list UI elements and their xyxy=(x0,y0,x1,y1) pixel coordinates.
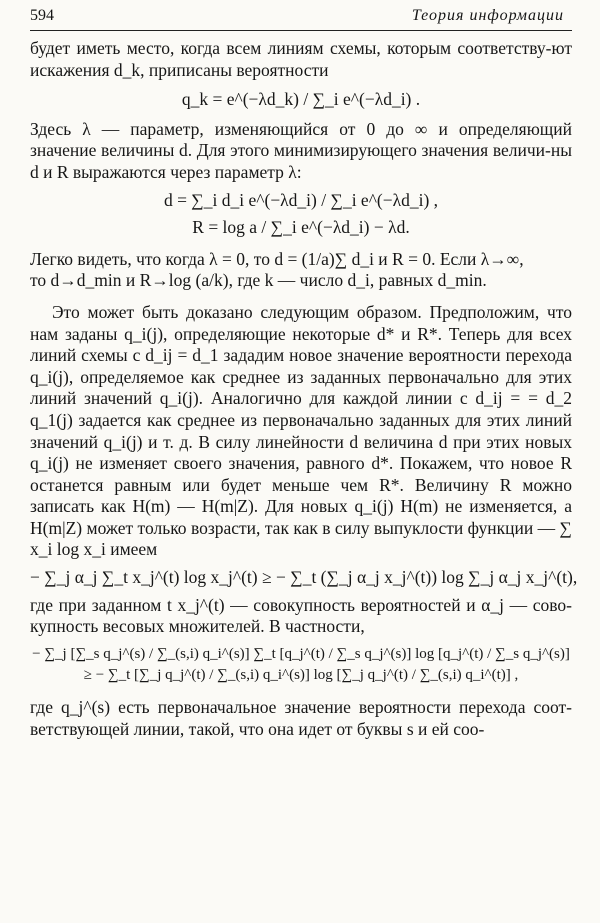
running-header xyxy=(30,4,572,31)
equation-3: R = log a / ∑_i e^(−λd_i) − λd. xyxy=(192,217,410,238)
paragraph-1: будет иметь место, когда всем линиям схемы, которым соответству-ют искажения d_k, приписаны вероятности xyxy=(30,38,572,80)
equation-4: − ∑_j α_j ∑_t x_j^(t) log x_j^(t) ≥ − ∑_t (∑_j α_j x_j^(t)) log ∑_j α_j x_j^(t), xyxy=(30,567,578,588)
equation-2: d = ∑_i d_i e^(−λd_i) / ∑_i e^(−λd_i) , xyxy=(163,189,439,210)
equation-1: q_k = e^(−λd_k) / ∑_i e^(−λd_i) . xyxy=(181,89,421,110)
running-title: Теория информации xyxy=(411,7,564,24)
paragraph-2: Здесь λ — параметр, изменяющийся от 0 до ∞ и определяющий значение величины d. Для этого минимизирующего значения величи-ны d и R выражаются через параметр λ: xyxy=(30,118,572,182)
paragraph-4: то d→d_min и R→log (a/k), где k — число d_i, равных d_min. xyxy=(30,270,487,291)
paragraph-6: где при заданном t x_j^(t) — совокупность вероятностей и α_j — сово-купность весовых множителей. В частности, xyxy=(30,594,572,637)
equation-5: − ∑_j [∑_s q_j^(s) / ∑_(s,i) q_i^(s)] ∑_t [q_j^(t) / ∑_s q_j^(s)] log [q_j^(t) / ∑_s q_j^(s)] ≥ − ∑_t [∑_j q_j^(t) / ∑_(s,i) q_i^(s)] log [∑_j q_j^(t) / ∑_(s,i) q_i^(t)] , xyxy=(32,645,570,684)
paragraph-7: где q_j^(s) есть первоначальное значение вероятности перехода соот-ветствующей линии, такой, что она идет от буквы s и ей соо- xyxy=(30,697,572,739)
paragraph-5: Это может быть доказано следующим образом. Предположим, что нам заданы q_i(j), определяющие некоторые d* и R*. Теперь для всех линий схемы с d_ij = d_1 зададим новое значение вероятности перехода q_i(j), определяемое как среднее из заданных первоначально для этих линий значений q_i(j). Аналогично для каждой линии с d_ij = = d_2 q_1(j) задается как среднее из первоначально заданных для этих линий значений q_i(j) и т. д. В силу линейности d величина d при этих новых q_i(j) не изменяет своего значения, равного d*. Покажем, что новое R останется равным или будет меньше чем R*. Величину R можно записать как H(m) — H(m|Z). Для новых q_i(j) H(m) не изменяется, а H(m|Z) может только возрасти, так как в силу выпуклости функции — ∑ x_i log x_i имеем xyxy=(30,301,572,560)
paragraph-3: Легко видеть, что когда λ = 0, то d = (1/a)∑ d_i и R = 0. Если λ→∞, xyxy=(30,248,524,269)
page-body xyxy=(30,38,578,740)
page-number: 594 xyxy=(30,7,54,24)
